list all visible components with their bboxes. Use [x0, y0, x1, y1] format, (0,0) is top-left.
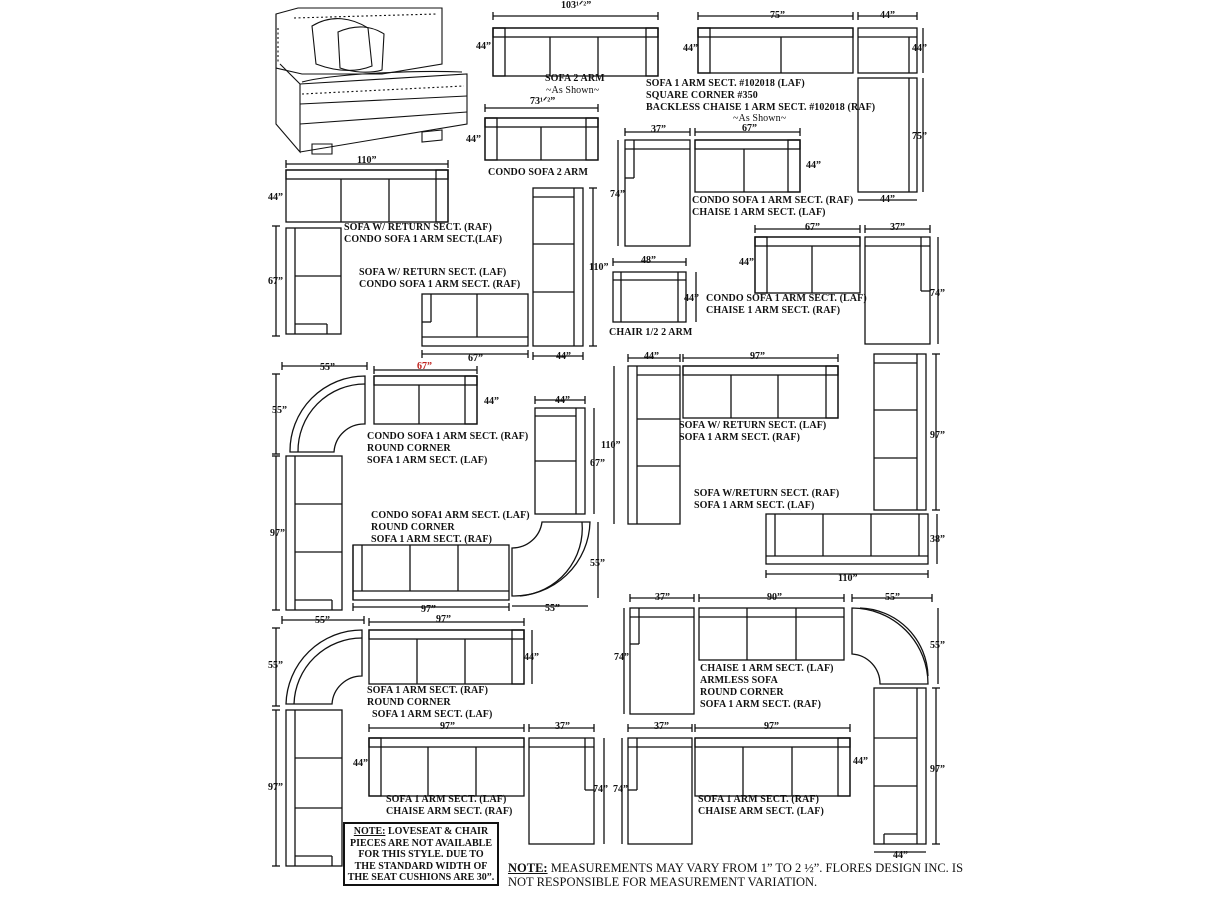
dim-length: 75” [912, 131, 927, 142]
label-line: SOFA 1 ARM SECT. (LAF) [386, 794, 507, 805]
label-line: SOFA 1 ARM SECT. (LAF) [372, 709, 493, 720]
dim-length: 97” [930, 430, 945, 441]
armless-sofa-piece [696, 594, 851, 666]
dim-length: 110” [589, 262, 609, 273]
sofa-2-arm-piece [488, 12, 668, 82]
label-line: CONDO SOFA 1 ARM SECT. (LAF) [706, 293, 867, 304]
dim-depth: 44” [466, 134, 481, 145]
chaise-laf-piece [620, 724, 698, 848]
dim-depth: 44” [739, 257, 754, 268]
chaise-raf-piece [862, 225, 942, 347]
dim-depth: 44” [853, 756, 868, 767]
label-line: CONDO SOFA 1 ARM SECT. (RAF) [359, 279, 521, 290]
label-line: SOFA 1 ARM SECT. (LAF) [694, 500, 815, 511]
chaise-laf-piece [620, 128, 695, 250]
label-line: SOFA 1 ARM SECT. (RAF) [367, 685, 488, 696]
dim-width: 97” [750, 351, 765, 362]
dim-width: 67” [742, 123, 757, 134]
dim-length: 74” [613, 784, 628, 795]
dim-depth: 44” [683, 43, 698, 54]
dim-width-highlight: 67” [417, 361, 432, 372]
sofa-illustration [272, 4, 472, 156]
sofa-with-return-raf-piece [283, 160, 453, 225]
dim-depth: 44” [268, 192, 283, 203]
label-line: ARMLESS SOFA [700, 675, 778, 686]
dim-width: 37” [890, 222, 905, 233]
dim-length: 67” [268, 276, 283, 287]
note-box-heading: NOTE: [353, 826, 386, 837]
dim-length: 97” [930, 764, 945, 775]
dim-depth: 44” [353, 758, 368, 769]
condo-sofa-raf-piece [692, 128, 807, 196]
label-line: SOFA W/ RETURN SECT. (LAF) [359, 267, 507, 278]
measurement-note [508, 861, 968, 889]
dim-depth: 38” [930, 534, 945, 545]
dim-width: 44” [555, 395, 570, 406]
dim-width: 44” [556, 351, 571, 362]
label-line: ROUND CORNER [371, 522, 455, 533]
dim-depth: 44” [476, 41, 491, 52]
sofa-1-arm-raf-piece [678, 354, 843, 424]
label-sofa-2-arm: SOFA 2 ARM [545, 73, 605, 84]
condo-sofa-laf-vertical-piece [272, 226, 347, 338]
round-corner-piece [272, 362, 372, 457]
dim-depth: 44” [484, 396, 499, 407]
dim-length: 74” [593, 784, 608, 795]
condo-sofa-raf-horizontal-piece [420, 292, 532, 362]
dim-width: 37” [651, 124, 666, 135]
label-line: SOFA 1 ARM SECT. (RAF) [698, 794, 819, 805]
label-line: SQUARE CORNER #350 [646, 90, 758, 101]
dim-width: 110” [357, 155, 377, 166]
dim-depth: 44” [684, 293, 699, 304]
sofa-1-arm-laf-piece [366, 724, 531, 800]
label-line: ~As Shown~ [733, 113, 787, 124]
label-line: CHAISE ARM SECT. (RAF) [386, 806, 513, 817]
dim-width: 97” [436, 614, 451, 625]
condo-sofa-raf-piece [371, 366, 481, 428]
dim-depth: 55” [930, 640, 945, 651]
dim-width: 103¹ᐟ²” [561, 0, 592, 11]
dim-width: 44” [880, 194, 895, 205]
condo-sofa-2-arm-piece [480, 104, 605, 164]
dim-depth: 44” [524, 652, 539, 663]
condo-sofa-laf-piece [752, 225, 864, 297]
dim-width: 67” [805, 222, 820, 233]
dim-depth: 55” [268, 660, 283, 671]
dim-width: 73¹ᐟ²” [530, 96, 556, 107]
label-line: CONDO SOFA 1 ARM SECT.(LAF) [344, 234, 503, 245]
dim-length: 110” [601, 440, 621, 451]
dim-width: 97” [421, 604, 436, 615]
dim-width: 44” [644, 351, 659, 362]
note-box [343, 822, 499, 886]
label-line: SOFA 1 ARM SECT. (RAF) [700, 699, 821, 710]
dim-width: 44” [893, 850, 908, 861]
dim-width: 44” [880, 10, 895, 21]
dim-width: 48” [641, 255, 656, 266]
dim-width: 75” [770, 10, 785, 21]
dim-width: 37” [655, 592, 670, 603]
label-line: SOFA W/ RETURN SECT. (LAF) [679, 420, 827, 431]
label-as-shown: ~As Shown~ [546, 85, 600, 96]
dim-depth: 55” [272, 405, 287, 416]
dim-depth: 44” [806, 160, 821, 171]
dim-length: 74” [610, 189, 625, 200]
label-line: SOFA W/RETURN SECT. (RAF) [694, 488, 840, 499]
chaise-laf-piece [622, 594, 697, 718]
label-line: CHAISE 1 ARM SECT. (RAF) [706, 305, 841, 316]
sofa-1-arm-raf-piece [366, 618, 536, 688]
dim-length: 74” [614, 652, 629, 663]
dim-width: 97” [440, 721, 455, 732]
dim-length: 97” [270, 528, 285, 539]
dim-length: 67” [590, 458, 605, 469]
measurement-note-text: MEASUREMENTS MAY VARY FROM 1” TO 2 ½”. FLORES DESIGN INC. IS NOT RESPONSIBLE FOR MEASUREMENT VARIATION. [508, 861, 964, 889]
sofa-with-return-laf-vertical-piece [530, 186, 605, 362]
round-corner-piece [272, 616, 372, 711]
dim-width: 55” [315, 615, 330, 626]
dim-width: 90” [767, 592, 782, 603]
dim-width: 67” [468, 353, 483, 364]
dim-width: 55” [545, 603, 560, 614]
dim-width: 37” [654, 721, 669, 732]
dim-depth: 55” [590, 558, 605, 569]
label-line: CHAISE ARM SECT. (LAF) [698, 806, 824, 817]
dim-width: 110” [838, 573, 858, 584]
sofa-1-arm-laf-piece [695, 12, 855, 74]
dim-length: 97” [268, 782, 283, 793]
dim-length: 74” [930, 288, 945, 299]
chair-half-2-arm-piece [610, 258, 700, 326]
label-chair: CHAIR 1/2 2 ARM [609, 327, 693, 338]
label-line: ROUND CORNER [367, 697, 451, 708]
label-line: SOFA 1 ARM SECT. (RAF) [679, 432, 800, 443]
dim-width: 37” [555, 721, 570, 732]
dim-width: 55” [320, 362, 335, 373]
label-line: ROUND CORNER [700, 687, 784, 698]
label-line: SOFA 1 ARM SECT. (RAF) [371, 534, 492, 545]
sofa-1-arm-raf-piece [692, 724, 857, 800]
dim-width: 55” [885, 592, 900, 603]
dim-depth: 44” [912, 43, 927, 54]
label-line: CHAISE 1 ARM SECT. (LAF) [692, 207, 826, 218]
dim-width: 97” [764, 721, 779, 732]
label-line: CHAISE 1 ARM SECT. (LAF) [700, 663, 834, 674]
label-line: BACKLESS CHAISE 1 ARM SECT. #102018 (RAF) [646, 102, 876, 113]
label-condo-2-arm: CONDO SOFA 2 ARM [488, 167, 589, 178]
sofa-1-arm-laf-vertical-piece [272, 708, 347, 870]
measurement-note-heading: NOTE: [508, 861, 548, 875]
label-line: SOFA W/ RETURN SECT. (RAF) [344, 222, 492, 233]
label-line: CONDO SOFA 1 ARM SECT. (RAF) [692, 195, 854, 206]
label-line: SOFA 1 ARM SECT. (LAF) [367, 455, 488, 466]
label-line: ROUND CORNER [367, 443, 451, 454]
label-line: SOFA 1 ARM SECT. #102018 (LAF) [646, 78, 805, 89]
note-box-text: LOVESEAT & CHAIR PIECES ARE NOT AVAILABLE FOR THIS STYLE. DUE TO THE STANDARD WIDTH OF THE SEAT CUSHIONS ARE 30”. [347, 826, 495, 883]
label-line: CONDO SOFA1 ARM SECT. (LAF) [371, 510, 530, 521]
label-line: CONDO SOFA 1 ARM SECT. (RAF) [367, 431, 529, 442]
